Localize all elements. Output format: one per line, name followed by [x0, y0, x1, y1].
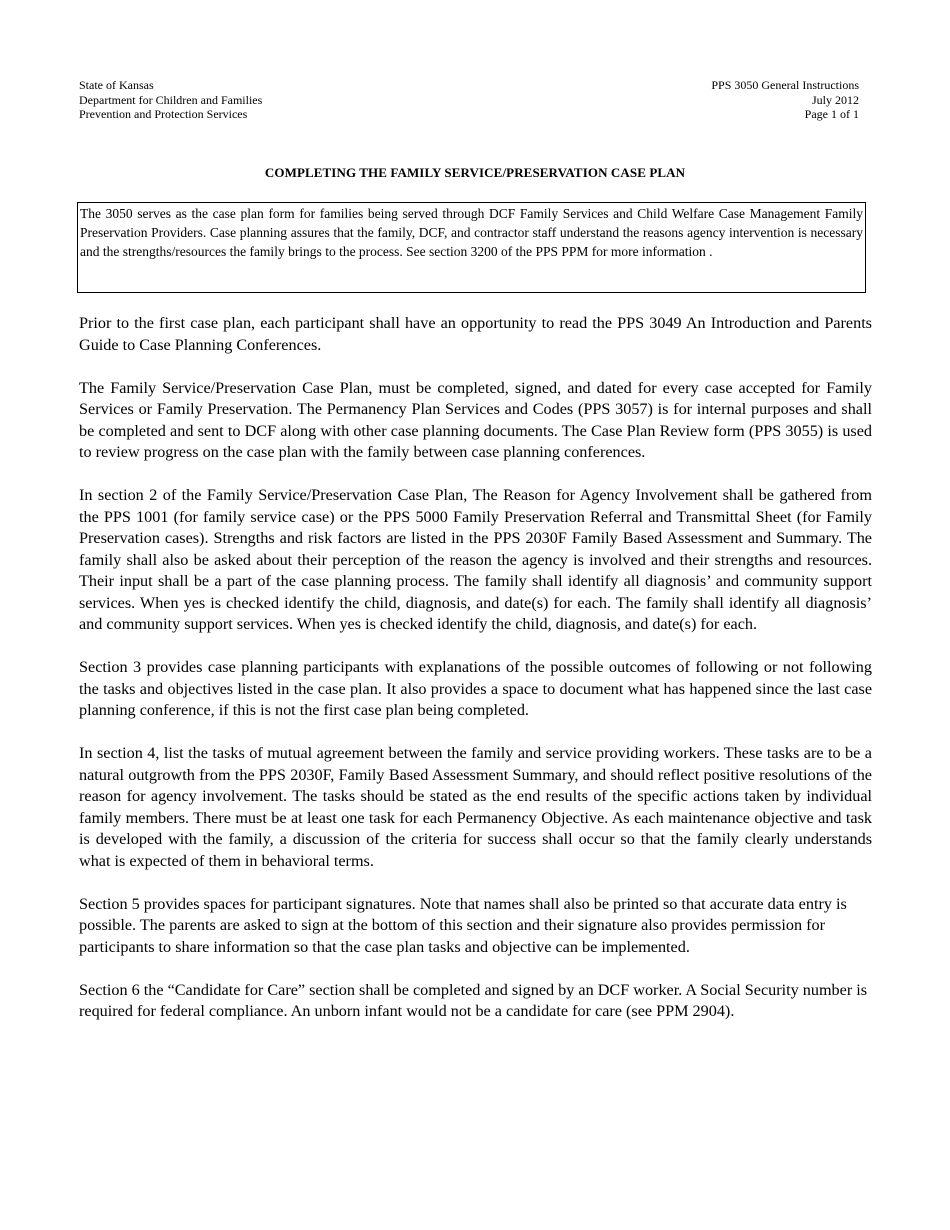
- intro-box: The 3050 serves as the case plan form for families being served through DCF Family Services and Child Welfare Case Management Family Preservation Providers. Case planning assures that the family, DCF, and contractor staff understand the reasons agency intervention is necessary and the strengths/resources the family brings to the process. See section 3200 of the PPS PPM for more information .: [77, 202, 866, 293]
- paragraph-case-plan: The Family Service/Preservation Case Plan, must be completed, signed, and dated for every case accepted for Family Services or Family Preservation. The Permanency Plan Services and Codes (PPS 3057) is for internal purposes and shall be completed and sent to DCF along with other case planning documents. The Case Plan Review form (PPS 3055) is used to review progress on the case plan with the family between case planning conferences.: [79, 378, 872, 461]
- paragraph-section-2: In section 2 of the Family Service/Preservation Case Plan, The Reason for Agency Involvement shall be gathered from the PPS 1001 (for family service case) or the PPS 5000 Family Preservation Referral and Transmittal Sheet (for Family Preservation cases). Strengths and risk factors are listed in the PPS 2030F Family Based Assessment and Summary. The family shall also be asked about their perception of the reason the agency is involved and their strengths and resources. Their input shall be a part of the case planning process. The family shall identify all diagnosis’ and community support services. When yes is checked identify the child, diagnosis, and date(s) for each. The family shall identify all diagnosis’ and community support services. When yes is checked identify the child, diagnosis, and date(s) for each.: [79, 486, 872, 633]
- header-left: [79, 78, 262, 122]
- paragraph-intro: Prior to the first case plan, each participant shall have an opportunity to read the PPS 3049 An Introduction and Parents Guide to Case Planning Conferences.: [79, 314, 872, 354]
- page-title: COMPLETING THE FAMILY SERVICE/PRESERVATION CASE PLAN: [264, 165, 686, 180]
- paragraph-section-4: In section 4, list the tasks of mutual agreement between the family and service providing workers. These tasks are to be a natural outgrowth from the PPS 2030F, Family Based Assessment Summary, and should reflect positive resolutions of the reason for agency involvement. The tasks should be stated as the end results of the specific actions taken by individual family members. There must be at least one task for each Permanency Objective. As each maintenance objective and task is developed with the family, a discussion of the criteria for success shall occur so that the family clearly understands what is expected of them in behavioral terms.: [79, 744, 872, 870]
- header-department: Department for Children and Families: [79, 92, 263, 107]
- paragraph-section-3: Section 3 provides case planning participants with explanations of the possible outcomes of following or not following the tasks and objectives listed in the case plan. It also provides a space to document what has happened since the last case planning conference, if this is not the first case plan being completed.: [79, 658, 872, 719]
- header-division: Prevention and Protection Services: [79, 107, 248, 121]
- header-state: State of Kansas: [79, 78, 154, 92]
- header-page-number: Page 1 of 1: [804, 107, 859, 121]
- header-form-id: PPS 3050 General Instructions: [711, 78, 859, 92]
- paragraph-section-6: Section 6 the “Candidate for Care” section shall be completed and signed by an DCF worker. A Social Security number is required for federal compliance. An unborn infant would not be a candidate for care (see PPM 2904).: [79, 980, 868, 1020]
- document-body: [79, 313, 872, 1044]
- paragraph-section-5: Section 5 provides spaces for participant signatures. Note that names shall also be printed so that accurate data entry is possible. The parents are asked to sign at the bottom of this section and their signature also provides permission for participants to share information so that the case plan tasks and objective can be implemented.: [79, 894, 847, 956]
- header-date: July 2012: [811, 92, 859, 107]
- header-right: [711, 78, 859, 122]
